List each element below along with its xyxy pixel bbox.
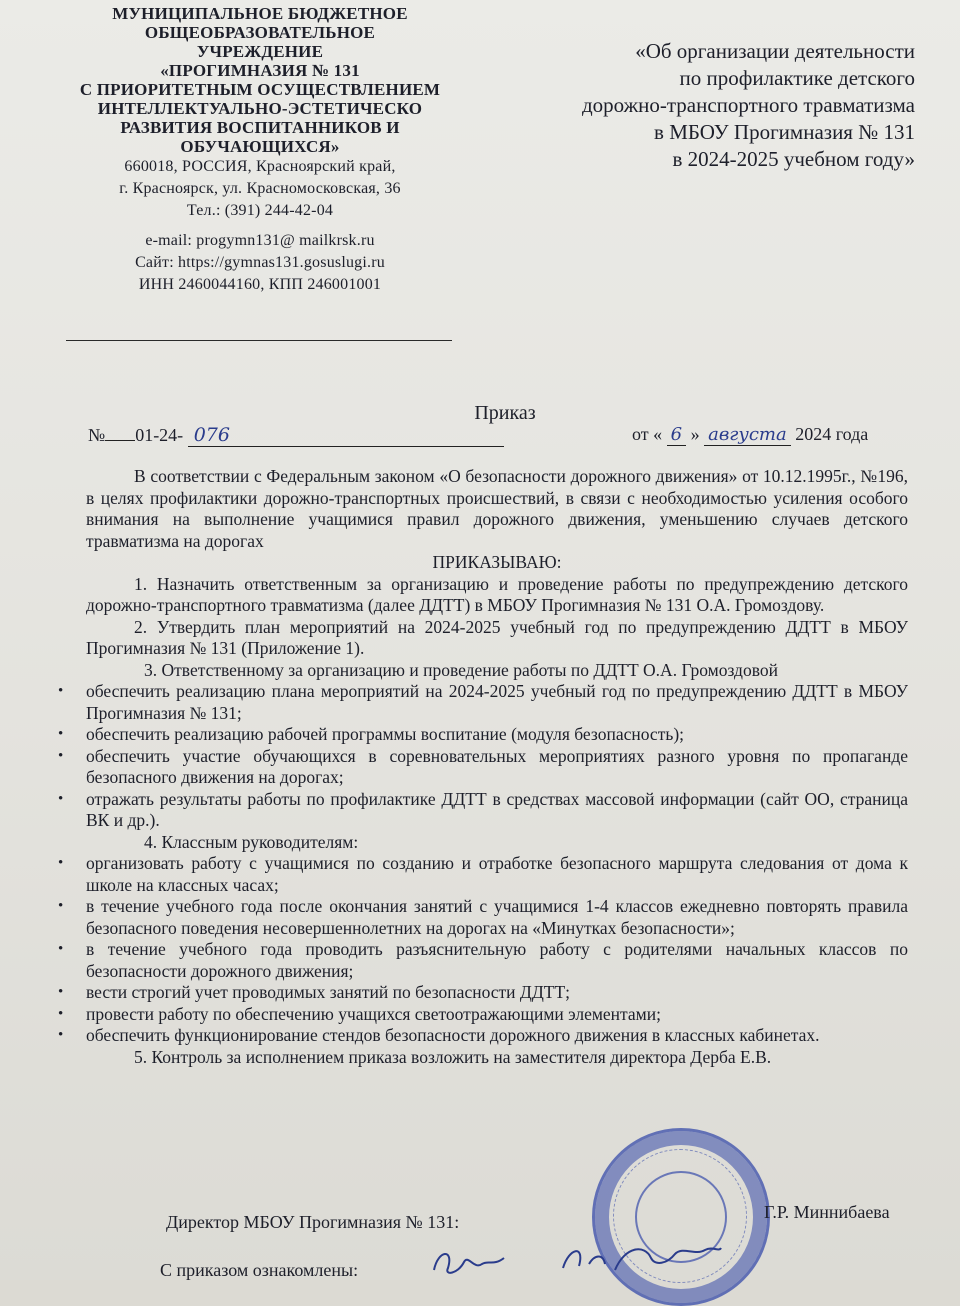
acknowledgement-label: С приказом ознакомлены: xyxy=(160,1260,359,1280)
org-line: «ПРОГИМНАЗИЯ № 131 xyxy=(160,61,360,80)
subject-line: в 2024-2025 учебном году» xyxy=(672,147,915,171)
email: e-mail: progymn131@ mailkrsk.ru xyxy=(145,232,375,249)
item-4-bullet: • вести строгий учет проводимых занятий по безопасности ДДТТ; xyxy=(86,982,908,1004)
item-3-bullet: • обеспечить реализацию плана мероприятий на 2024-2025 учебный год по предупреждению ДДТТ в МБОУ Прогимназия № 131; xyxy=(86,681,908,724)
item-5: 5. Контроль за исполнением приказа возложить на заместителя директора Дерба Е.В. xyxy=(134,1046,772,1067)
subject-line: в МБОУ Прогимназия № 131 xyxy=(654,120,915,144)
number-blank xyxy=(105,440,135,441)
item-4-bullet: • в течение учебного года после окончания занятий с учащимися 1-4 классов ежедневно повторять правила безопасного поведения несовершеннолетних на дорогах на «Минутках безопасности»; xyxy=(86,896,908,939)
signature-2 xyxy=(555,1234,725,1280)
item-3-bullet: • обеспечить участие обучающихся в соревновательных мероприятиях разного уровня по пропаганде безопасного движения на дорогах; xyxy=(86,746,908,789)
signature-1 xyxy=(428,1240,508,1280)
subject-line: «Об организации деятельности xyxy=(635,39,915,63)
order-date xyxy=(632,424,868,445)
order-body xyxy=(86,466,908,1068)
number-sign: № xyxy=(88,425,106,445)
preamble: В соответствии с Федеральным законом «О безопасности дорожного движения» от 10.12.1995г., №196, в целях профилактики дорожно-транспортных происшествий, в связи с необходимостью усиления особого внимания на выполнение учащимися правил дорожного движения, уменьшению случаев детского травматизма на дорогах xyxy=(86,466,908,551)
date-day: 6 xyxy=(667,424,686,446)
item-3: 3. Ответственному за организацию и проведение работы по ДДТТ О.А. Громоздовой xyxy=(144,659,778,680)
website: Сайт: https://gymnas131.gosuslugi.ru xyxy=(135,254,385,271)
order-number xyxy=(88,424,504,447)
subject-line: по профилактике детского xyxy=(679,66,915,90)
phone: Тел.: (391) 244-42-04 xyxy=(186,202,334,219)
address-line-2: г. Красноярск, ул. Красномосковская, 36 xyxy=(119,180,401,197)
org-line: С ПРИОРИТЕТНЫМ ОСУЩЕСТВЛЕНИЕМ xyxy=(79,80,441,99)
decree-word: ПРИКАЗЫВАЮ: xyxy=(432,552,562,572)
order-title: Приказ xyxy=(474,402,536,424)
date-prefix: от « xyxy=(632,424,663,444)
address-line-1: 660018, РОССИЯ, Красноярский край, xyxy=(124,158,396,175)
inn: ИНН 2460044160, КПП 246001001 xyxy=(138,276,382,293)
item-4-bullet: • в течение учебного года проводить разъяснительную работу с родителями начальных классов по безопасности дорожного движения; xyxy=(86,939,908,982)
item-4-bullet: • провести работу по обеспечению учащихся светоотражающими элементами; xyxy=(86,1004,908,1026)
org-line: МУНИЦИПАЛЬНОЕ БЮДЖЕТНОЕ xyxy=(112,4,408,23)
item-4-bullet: • обеспечить функционирование стендов безопасности дорожного движения в классных кабинетах. xyxy=(86,1025,908,1047)
director-name: Г.Р. Миннибаева xyxy=(764,1202,890,1222)
number-handwritten: 076 xyxy=(188,424,504,447)
item-4: 4. Классным руководителям: xyxy=(144,831,359,852)
item-3-bullet: • отражать результаты работы по профилактике ДДТТ в средствах массовой информации (сайт ОО, страница ВК и др.). xyxy=(86,789,908,832)
org-line: УЧРЕЖДЕНИЕ xyxy=(196,42,324,61)
subject-line: дорожно-транспортного травматизма xyxy=(581,93,915,117)
header-divider xyxy=(66,340,452,341)
director-label: Директор МБОУ Прогимназия № 131: xyxy=(166,1212,460,1232)
number-printed: 01-24- xyxy=(135,425,184,445)
date-mid: » xyxy=(690,424,700,444)
org-line: ОБЩЕОБРАЗОВАТЕЛЬНОЕ xyxy=(144,23,376,42)
organization-header xyxy=(40,4,480,296)
item-2: 2. Утвердить план мероприятий на 2024-2025 учебный год по предупреждению ДДТТ в МБОУ Прогимназия № 131 (Приложение 1). xyxy=(86,616,908,658)
org-line: РАЗВИТИЯ ВОСПИТАННИКОВ И xyxy=(120,118,400,137)
item-4-bullet: • организовать работу с учащимися по созданию и отработке безопасного маршрута следования от дома к школе на классных часах; xyxy=(86,853,908,896)
order-subject xyxy=(520,38,915,173)
date-month: августа xyxy=(704,424,791,446)
item-1: 1. Назначить ответственным за организацию и проведение работы по предупреждению детского дорожно-транспортного травматизма (далее ДДТТ) в МБОУ Прогимназия № 131 О.А. Громоздову. xyxy=(86,573,908,615)
item-3-bullet: • обеспечить реализацию рабочей программы воспитание (модуля безопасность); xyxy=(86,724,908,746)
org-line: ОБУЧАЮЩИХСЯ» xyxy=(180,137,340,156)
date-suffix: 2024 года xyxy=(795,424,869,444)
org-line: ИНТЕЛЛЕКТУАЛЬНО-ЭСТЕТИЧЕСКО xyxy=(97,99,423,118)
